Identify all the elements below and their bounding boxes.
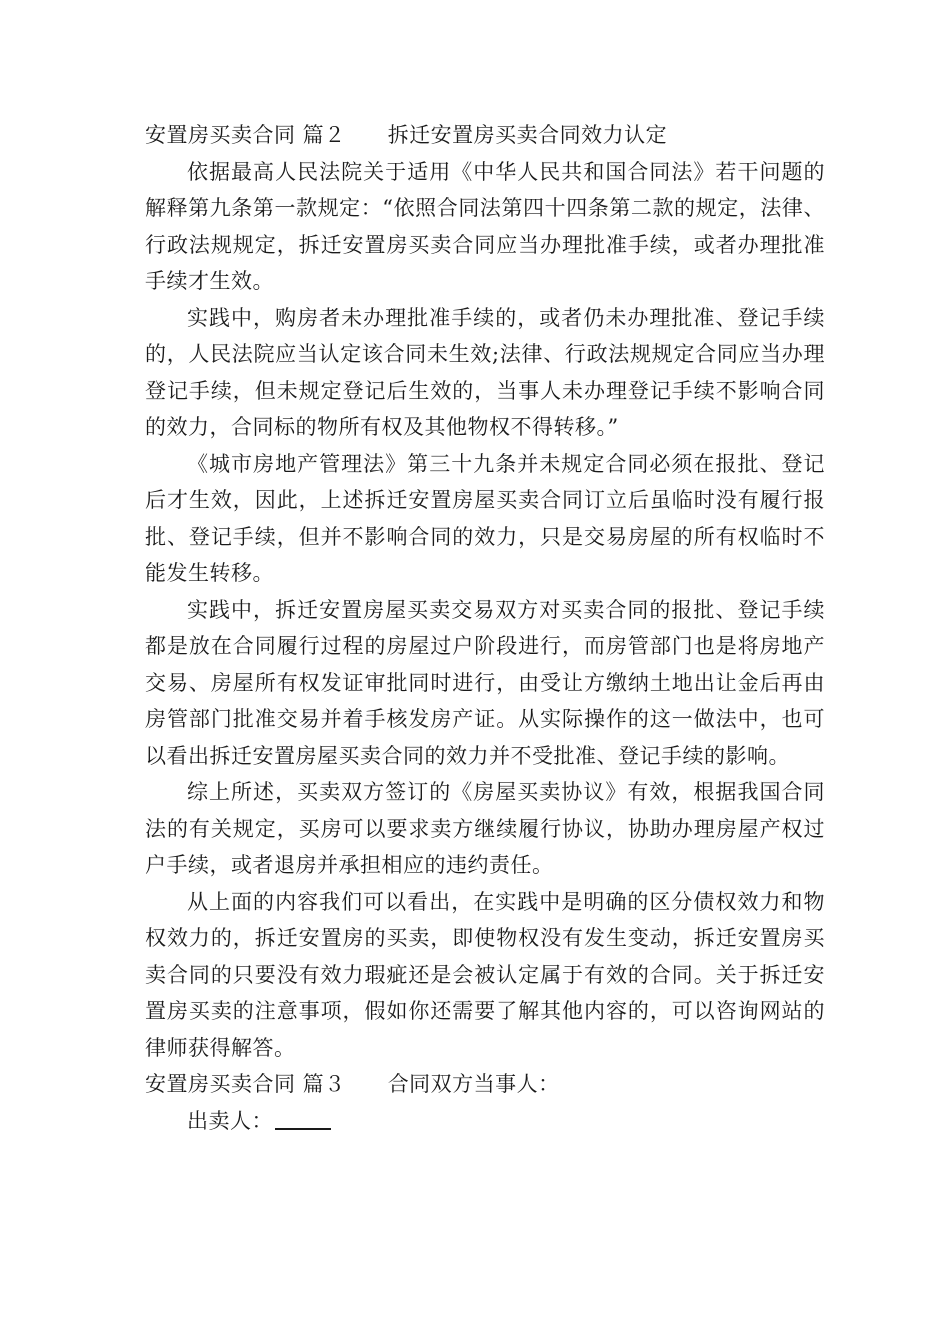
- seller-line: [145, 1103, 825, 1140]
- section-2-heading: [145, 117, 825, 154]
- section-3-heading: [145, 1066, 825, 1103]
- seller-blank-field: [275, 1108, 331, 1130]
- paragraph-conclusion: 从上面的内容我们可以看出，在实践中是明确的区分债权效力和物权效力的，拆迁安置房的买卖，即使物权没有发生变动，拆迁安置房买卖合同的只要没有效力瑕疵还是会被认定属于有效的合同。关于拆迁安置房买卖的注意事项，假如你还需要了解其他内容的，可以咨询网站的律师获得解答。: [145, 889, 825, 1060]
- section-3-heading-prefix: 安置房买卖合同 篇３: [145, 1072, 346, 1096]
- paragraph-practice-approval: 实践中，购房者未办理批准手续的，或者仍未办理批准、登记手续的，人民法院应当认定该合同未生效;法律、行政法规规定合同应当办理登记手续，但未规定登记后生效的，当事人未办理登记手续不影响合同的效力，合同标的物所有权及其他物权不得转移。”: [145, 305, 825, 439]
- paragraph-legal-basis: 依据最高人民法院关于适用《中华人民共和国合同法》若干问题的解释第九条第一款规定：“依照合同法第四十四条第二款的规定，法律、行政法规规定，拆迁安置房买卖合同应当办理批准手续，或者办理批准手续才生效。: [145, 159, 825, 293]
- paragraph-summary: 综上所述，买卖双方签订的《房屋买卖协议》有效，根据我国合同法的有关规定，买房可以要求卖方继续履行协议，协助办理房屋产权过户手续，或者退房并承担相应的违约责任。: [145, 780, 825, 877]
- paragraph-practice-registration: 实践中，拆迁安置房屋买卖交易双方对买卖合同的报批、登记手续都是放在合同履行过程的房屋过户阶段进行，而房管部门也是将房地产交易、房屋所有权发证审批同时进行，由受让方缴纳土地出让金后再由房管部门批准交易并着手核发房产证。从实际操作的这一做法中，也可以看出拆迁安置房屋买卖合同的效力并不受批准、登记手续的影响。: [145, 597, 825, 768]
- paragraph-real-estate-law: 《城市房地产管理法》第三十九条并未规定合同必须在报批、登记后才生效，因此，上述拆迁安置房屋买卖合同订立后虽临时没有履行报批、登记手续，但并不影响合同的效力，只是交易房屋的所有权临时不能发生转移。: [145, 451, 825, 585]
- section-2-heading-prefix: 安置房买卖合同 篇２: [145, 123, 346, 147]
- seller-label: 出卖人：: [187, 1108, 273, 1133]
- section-2-heading-title: 拆迁安置房买卖合同效力认定: [387, 123, 668, 147]
- document-page: [145, 117, 825, 1139]
- section-3-heading-title: 合同双方当事人：: [387, 1072, 560, 1096]
